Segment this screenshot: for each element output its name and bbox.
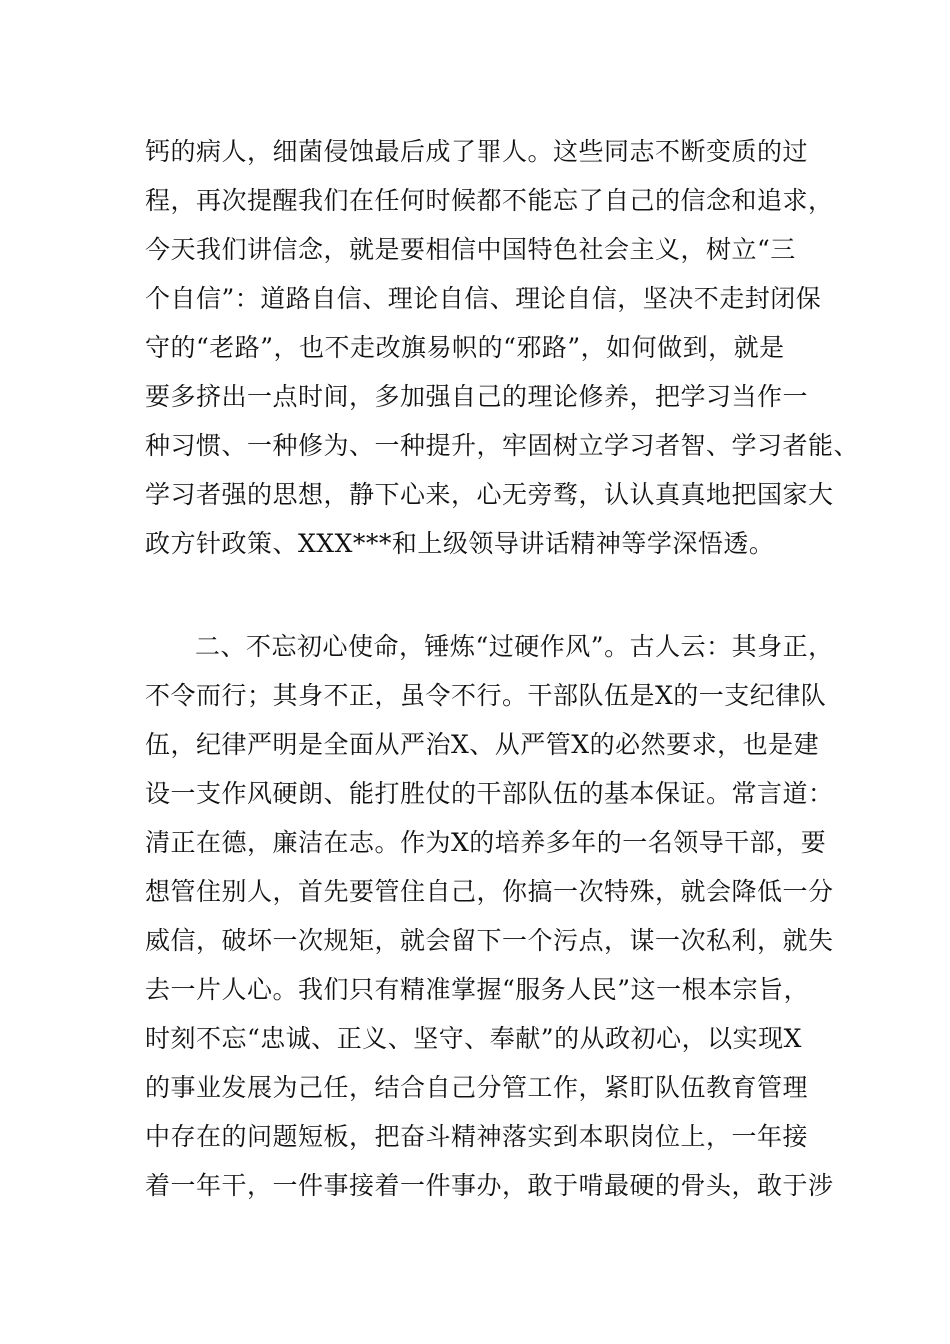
- text-line: 种习惯、一种修为、一种提升，牢固树立学习者智、学习者能、: [145, 431, 860, 460]
- text-line: 清正在德，廉洁在志。作为X的培养多年的一名领导干部，要: [145, 828, 827, 857]
- text-line: 钙的病人，细菌侵蚀最后成了罪人。这些同志不断变质的过: [145, 137, 809, 166]
- text-line: 政方针政策、XXX***和上级领导讲话精神等学深悟透。: [145, 529, 775, 558]
- text-line: 中存在的问题短板，把奋斗精神落实到本职岗位上，一年接: [145, 1122, 809, 1151]
- text-line: 学习者强的思想，静下心来，心无旁骛，认认真真地把国家大: [145, 480, 834, 509]
- text-line: 今天我们讲信念，就是要相信中国特色社会主义，树立“三: [145, 235, 796, 264]
- text-line: 不令而行；其身不正，虽令不行。干部队伍是X的一支纪律队: [145, 681, 827, 710]
- text-line: 要多挤出一点时间，多加强自己的理论修养，把学习当作一: [145, 382, 809, 411]
- text-line: 守的“老路”，也不走改旗易帜的“邪路”，如何做到，就是: [145, 333, 785, 362]
- text-line: 设一支作风硬朗、能打胜仗的干部队伍的基本保证。常言道：: [145, 779, 834, 808]
- text-line: 威信，破坏一次规矩，就会留下一个污点，谋一次私利，就失: [145, 926, 834, 955]
- text-line: 个自信”：道路自信、理论自信、理论自信，坚决不走封闭保: [145, 284, 822, 313]
- text-line: 伍，纪律严明是全面从严治X、从严管X的必然要求，也是建: [145, 730, 820, 759]
- text-line: 时刻不忘“忠诚、正义、坚守、奉献”的从政初心，以实现X: [145, 1024, 802, 1053]
- text-line: 二、不忘初心使命，锤炼“过硬作风”。古人云：其身正，: [195, 632, 834, 661]
- text-line: 的事业发展为己任，结合自己分管工作，紧盯队伍教育管理: [145, 1073, 809, 1102]
- text-line: 去一片人心。我们只有精准掌握“服务人民”这一根本宗旨，: [145, 975, 810, 1004]
- text-line: 想管住别人，首先要管住自己，你搞一次特殊，就会降低一分: [145, 877, 834, 906]
- text-line: 着一年干，一件事接着一件事办，敢于啃最硬的骨头，敢于涉: [145, 1171, 834, 1200]
- text-line: 程，再次提醒我们在任何时候都不能忘了自己的信念和追求，: [145, 186, 834, 215]
